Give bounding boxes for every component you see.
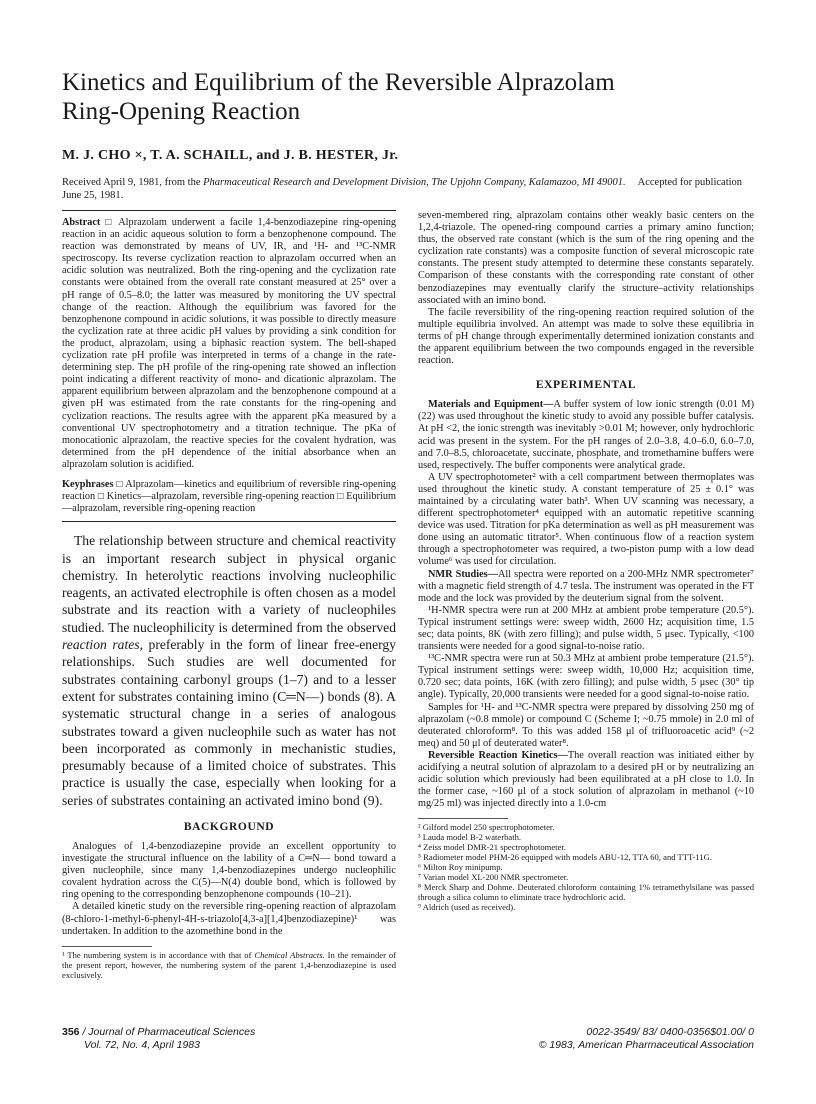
footnote-1-text-a: ¹ The numbering system is in accordance with that of [62, 949, 252, 960]
materials-heading: Materials and Equipment— [428, 399, 554, 411]
footnote-divider [62, 946, 152, 947]
intro-text-a: The relationship between structure and chemical reactivity is an important research subject in physical organic chemistry. In heterolytic reactions involving nucleophilic reagents, an activated electrophile is often chosen as a model substrate and its reaction with a variety of nucleophiles studied. The nucleophilicity is determined from the observed [62, 533, 396, 635]
footnote-list [418, 822, 754, 912]
title-line-1: Kinetics and Equilibrium of the Reversible Alprazolam [62, 69, 615, 96]
title-line-2: Ring-Opening Reaction [62, 98, 301, 125]
volume-info: Vol. 72, No. 4, April 1983 [84, 1039, 200, 1051]
footnote: ² Gilford model 250 spectrophotometer. [418, 822, 555, 833]
page-number: 356 [62, 1026, 80, 1038]
keyphrases [62, 479, 396, 515]
footnote: ⁷ Varian model XL-200 NMR spectrometer. [418, 872, 569, 883]
samples-paragraph: Samples for ¹H- and ¹³C-NMR spectra were prepared by dissolving 250 mg of alprazolam (~0.8 mmole) or compound C (Scheme I; ~0.75 mmole) in 2.0 ml of deuterated chloroform⁸. To this was added 158 μl of trifluoroacetic acid⁹ (~2 meq) and 50 μl of deuterated water⁸. [418, 701, 754, 749]
abstract-box [62, 210, 396, 522]
footnote-1-text-b: In the remainder of the present report, however, the numbering system of the parent 1,4-benzodiazepine is used exclusively. [62, 949, 397, 980]
abstract-label: Abstract □ [62, 217, 114, 228]
background-heading: BACKGROUND [183, 821, 275, 833]
materials-text: A buffer system of low ionic strength (0.01 M) (22) was used throughout the kinetic study to avoid any possible buffer catalysis. At pH <2, the ionic strength was inevitably >0.01 M; however, only hydrochloric acid was present in the system. For the pH ranges of 2.0–3.8, 4.0–6.0, 6.0–7.0, and 7.0–8.5, chloroacetate, succinate, phosphate, and tromethamine buffers were used, respectively. The buffer components were analytical grade. [418, 399, 755, 471]
reversible-kinetics-heading: Reversible Reaction Kinetics— [428, 749, 568, 761]
footnote: ⁴ Zeiss model DMR-21 spectrophotometer. [418, 842, 566, 853]
background-paragraph-1: Analogues of 1,4-benzodiazepine provide an excellent opportunity to investigate the structural influence on the lability of a C═N— bond toward a given nucleophile, since many 1,4-benzodiazepines undergo nucleophilic covalent hydration across the C(5)—N(4) double bond, which is followed by ring opening to the corresponding benzophenone compounds (10–21). [62, 841, 396, 901]
footer-copyright [500, 1026, 754, 1052]
abstract-text: Alprazolam underwent a facile 1,4-benzodiazepine ring-opening reaction in an acidic aqueous solution to form a benzophenone compound. The reaction was demonstrated by means of UV, IR, and ¹H- and ¹³C-NMR spectroscopy. Its reverse cyclization reaction to alprazolam occurred when an acidic solution was neutralized. Both the ring-opening and the cyclization rate constants were obtained from the overall rate constant measured at 25° over a pH range of 0.5–8.0; the latter was measured by monitoring the UV spectral change of the reaction. Although the equilibrium was favored for the benzophenone compound in acidic solutions, it was possible to directly measure the cyclization rate at three acidic pH values by providing a sink condition for the product, alprazolam, using a biphasic reaction system. The bell-shaped cyclization rate pH profile was interpreted in terms of a change in the rate-determining step. The pH profile of the ring-opening rate showed an inflection point indicating a different reactivity of mono- and dicationic alprazolam. The apparent equilibrium between alprazolam and the benzophenone compound at a given pH was estimated from the rate constants for the ring-opening and cyclization reactions. The results agree with the apparent pKa measured by a conventional UV spectrophotometry and a titration technique. The pKa of monocationic alprazolam, the reactive species for the covalent hydration, was determined from the pH dependence of the initial absorbance when an alprazolam solution is acidified. [62, 217, 396, 470]
materials-paragraph [418, 399, 754, 472]
h-nmr-paragraph: ¹H-NMR spectra were run at 200 MHz at ambient probe temperature (20.5°). Typical instrument settings were: sweep width, 2600 Hz; acquisition time, 1.5 sec; data points, 8K (with zero filling); and pulse width, 5 μsec. Typically, <100 transients were needed for a good signal-to-noise ratio. [418, 604, 754, 653]
continued-paragraph: seven-membered ring, alprazolam contains other weakly basic centers on the 1,2,4-triazole. The opened-ring compound carries a primary amino function; thus, the observed rate constant (which is the sum of the ring opening and the cyclization rate constants) was a composite function of several microscopic rate constants. The present study attempted to determine these constants separately. Comparison of these constants with the corresponding rate constant of other benzodiazepines may eventually clarify the structure–activity relationships associated with an imino bond. [418, 210, 754, 306]
footnote: ⁵ Radiometer model PHM-26 equipped with models ABU-12, TTA 60, and TTT-11G. [418, 852, 712, 863]
intro-paragraph [62, 532, 396, 809]
accepted-text: Accepted for publication June 25, 1981. [62, 177, 743, 201]
right-column [418, 210, 754, 912]
footnote: ⁸ Merck Sharp and Dohme. Deuterated chloroform containing 1% tetramethylsilane was passed through a silica column to eliminate trace hydrochloric acid. [418, 882, 754, 903]
nmr-text: All spectra were reported on a 200-MHz NMR spectrometer⁷ with a magnetic field strength of 4.7 tesla. The instrument was operated in the FT mode and the lock was provided by the deuterium signal from the solvent. [418, 568, 754, 604]
article-title [62, 68, 762, 126]
footnote: ⁹ Aldrich (used as received). [418, 902, 516, 913]
reversible-kinetics-paragraph [418, 750, 754, 810]
uv-paragraph: A UV spectrophotometer² with a cell compartment between thermoplates was used throughout the kinetic study. A constant temperature of 25 ± 0.1° was maintained by a circulating water bath³. When UV scanning was necessary, a different spectrophotometer⁴ equipped with an automatic repetitive scanning device was used. Titration for pKa determination as well as pH measurement was done using an automatic titrator⁵. When continuous flow of a reaction system through a spectrophotometer was required, a two-piston pump with a low dead volume⁶ was used for circulation. [418, 471, 754, 568]
journal-name: / Journal of Pharmaceutical Sciences [82, 1026, 256, 1038]
keyphrases-text: □ Alprazolam—kinetics and equilibrium of reversible ring-opening reaction □ Kinetics—alprazolam, reversible ring-opening reaction □ Equilibrium—alprazolam, reversible ring-opening reaction [62, 478, 396, 515]
reversibility-paragraph: The facile reversibility of the ring-opening reaction required solution of the multiple equilibria involved. An attempt was made to solve these equilibria in terms of pH change through experimentally determined ionization constants and the apparent equilibrium between the two compounds engaged in the reversible reaction. [418, 306, 754, 367]
footnote-1-italic: Chemical Abstracts. [254, 949, 325, 960]
footnote: ³ Lauda model B-2 waterbath. [418, 832, 522, 843]
intro-italic: reaction rates, [62, 637, 143, 653]
footer-journal [62, 1026, 255, 1052]
nmr-paragraph [418, 569, 754, 605]
intro-text-b: preferably in the form of linear free-energy relationships. Such studies are well documented for substrates containing carbonyl groups (1–7) and to a lesser extent for substrates containing imino (C═N—) bonds (8). A systematic structural change in a series of analogous substrates toward a given nucleophile such as water has not been incorporated as commonly in mechanistic studies, presumably because of a limited choice of substrates. This practice is usually the case, especially when looking for a series of substrates containing an activated imino bond (9). [62, 637, 396, 808]
footnote-divider-right [418, 818, 508, 819]
footnote-1 [62, 950, 396, 980]
background-paragraph-2: A detailed kinetic study on the reversible ring-opening reaction of alprazolam (8-chloro-1-methyl-6-phenyl-4H-s-triazolo[4,3-a][1,4]benzodiazepine)¹ was undertaken. In addition to the azomethine bond in the [62, 901, 396, 937]
experimental-heading: EXPERIMENTAL [535, 379, 637, 392]
article-code: 0022-3549/ 83/ 0400-0356$01.00/ 0 [586, 1026, 754, 1038]
abstract [62, 217, 396, 471]
keyphrases-label: Keyphrases [62, 478, 114, 490]
reversible-kinetics-text: The overall reaction was initiated either by acidifying a neutral solution of alprazolam to a desired pH or by neutralizing an acidic solution which previously had been equilibrated at a pH close to 1.0. In the former case, ~160 μl of a stock solution of alprazolam in methanol (~10 mg/25 ml) was injected directly into a 1.0-cm [418, 749, 754, 810]
copyright-line: © 1983, American Pharmaceutical Association [538, 1039, 754, 1051]
left-column [62, 210, 396, 980]
nmr-heading: NMR Studies— [428, 568, 498, 580]
affiliation: Pharmaceutical Research and Development Division, The Upjohn Company, Kalamazoo, MI 49001. [203, 177, 626, 188]
footnote: ⁶ Milton Roy minipump. [418, 862, 503, 873]
received-line [62, 176, 762, 202]
received-text: Received April 9, 1981, from the [62, 177, 201, 188]
c-nmr-paragraph: ¹³C-NMR spectra were run at 50.3 MHz at ambient probe temperature (21.5°). Typical instrument settings were: sweep width, 10,000 Hz; acquisition time, 0.720 sec; data points, 16K (with zero filling); and pulse width, 5 μsec (30° tip angle). Typically, 20,000 transients were needed for a good signal-to-noise ratio. [418, 653, 754, 701]
author-list: M. J. CHO ×, T. A. SCHAILL, and J. B. HESTER, Jr. [62, 148, 399, 163]
